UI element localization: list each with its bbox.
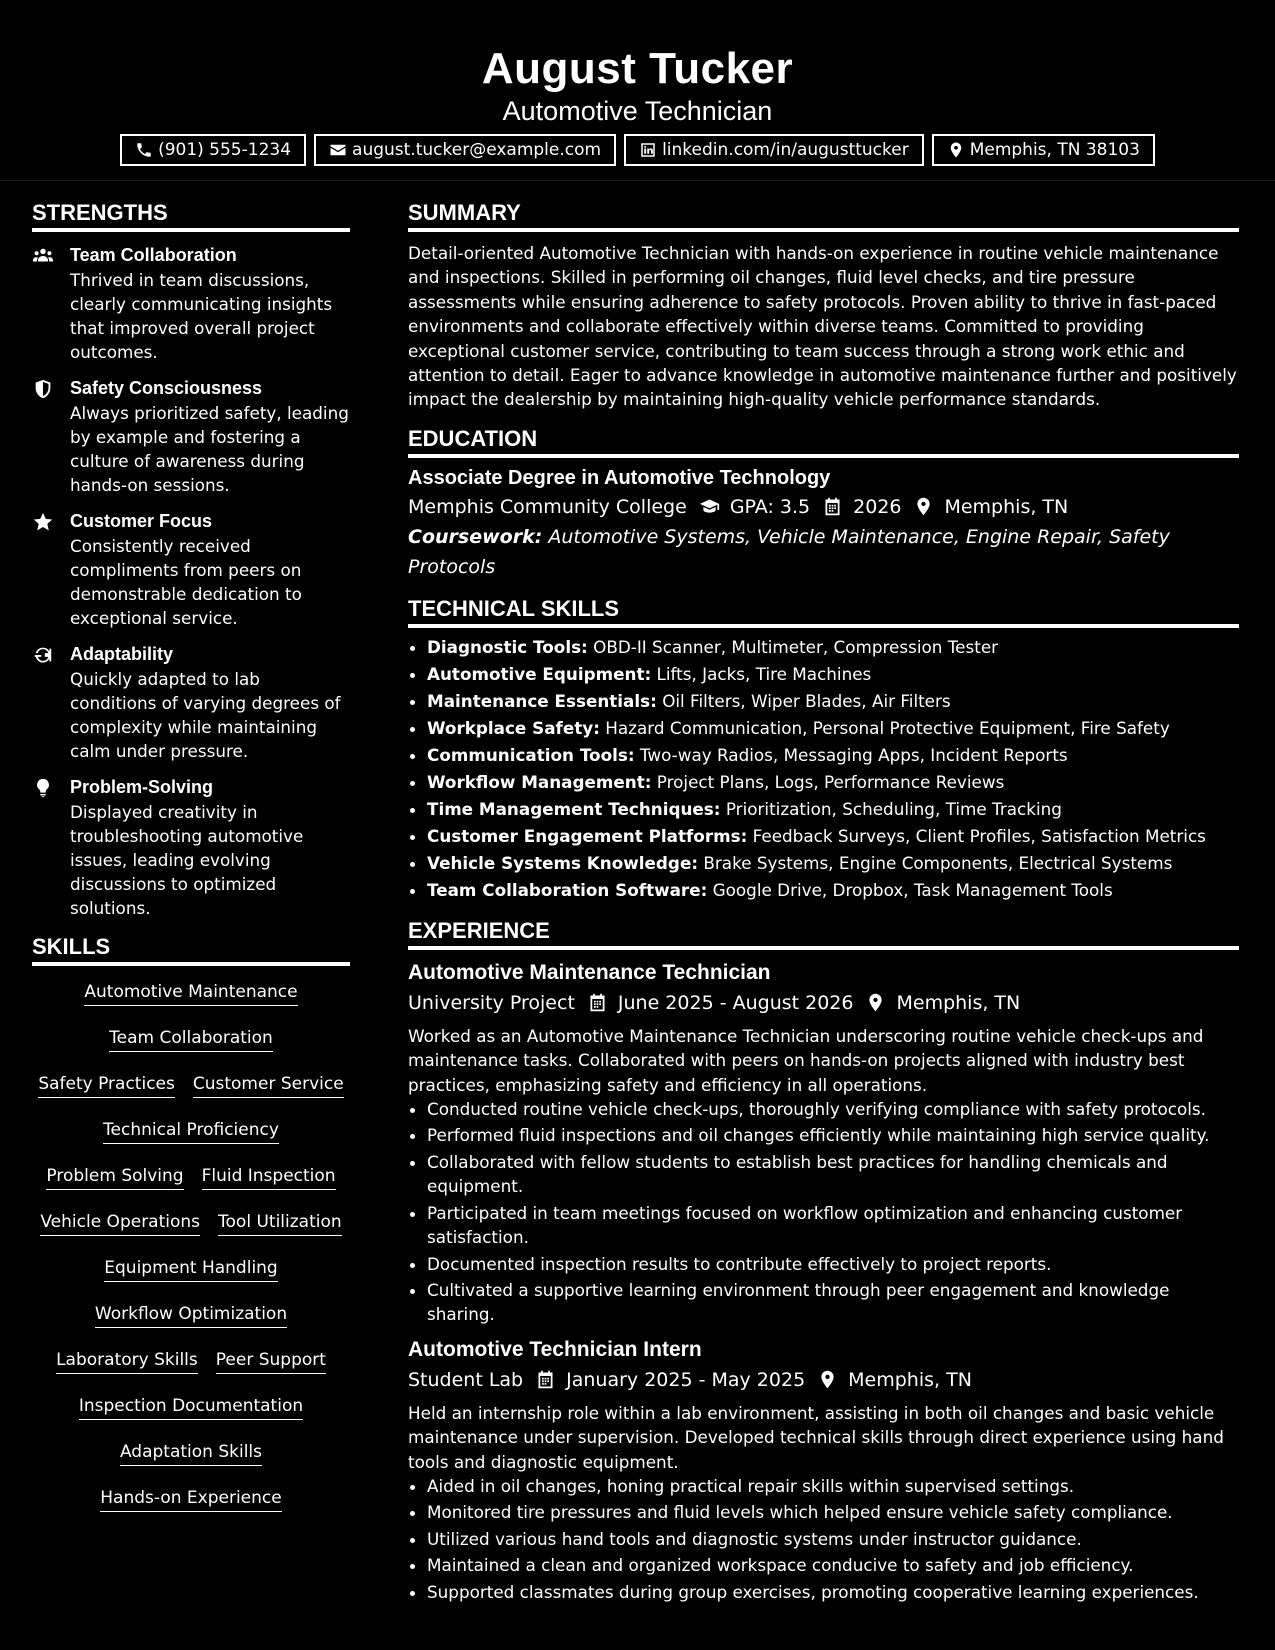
skill-tag: Laboratory Skills (56, 1342, 198, 1374)
experience-heading: EXPERIENCE (408, 916, 1239, 950)
envelope-icon (329, 141, 347, 159)
list-item (427, 688, 1239, 715)
list-item: • Conducted routine vehicle check-ups, thoroughly verifying compliance with safety protocols. (427, 1097, 1239, 1121)
contact-email[interactable] (314, 134, 616, 166)
strength-title: Team Collaboration (70, 245, 237, 265)
lightbulb-icon (32, 777, 54, 799)
skill-tag: Automotive Maintenance (84, 974, 297, 1006)
skill-tag: Tool Utilization (218, 1204, 342, 1236)
skills-list (32, 974, 350, 1526)
job-title: Automotive Maintenance Technician (408, 960, 771, 984)
job-location: Memphis, TN (896, 991, 1021, 1014)
list-item (427, 877, 1239, 904)
education-gpa: GPA: 3.5 (729, 495, 811, 518)
users-icon (32, 245, 54, 267)
contact-linkedin-text: linkedin.com/in/augusttucker (662, 140, 909, 160)
skills-heading: SKILLS (32, 932, 350, 966)
star-icon (32, 511, 54, 533)
strength-title: Adaptability (70, 644, 174, 664)
summary-heading: SUMMARY (408, 198, 1239, 232)
map-pin-icon (913, 496, 934, 517)
skill-tag: Problem Solving (46, 1158, 183, 1190)
skill-value: Lifts, Jacks, Tire Machines (656, 663, 872, 684)
job-title: Automotive Technician Intern (408, 1337, 702, 1361)
strength-item (32, 242, 350, 364)
skill-value: Project Plans, Logs, Performance Reviews (656, 771, 1005, 792)
list-item (427, 796, 1239, 823)
skill-tag: Equipment Handling (104, 1250, 277, 1282)
map-pin-icon (865, 992, 886, 1013)
contact-linkedin[interactable] (624, 134, 924, 166)
list-item (427, 769, 1239, 796)
skill-label: Workplace Safety: (427, 717, 600, 738)
coursework-label: Coursework: (408, 525, 543, 548)
list-item (427, 742, 1239, 769)
strength-item (32, 641, 350, 763)
skill-tag: Team Collaboration (109, 1020, 273, 1052)
calendar-icon (535, 1369, 556, 1390)
right-column (408, 198, 1239, 1606)
job-bullets (408, 1474, 1239, 1604)
candidate-name: August Tucker (481, 44, 794, 93)
job-dates: January 2025 - May 2025 (566, 1368, 806, 1391)
skill-label: Diagnostic Tools: (427, 636, 588, 657)
contact-phone-text: (901) 555-1234 (158, 140, 292, 160)
list-item: • Maintained a clean and organized workspace conducive to safety and job efficiency. (427, 1553, 1239, 1577)
skill-value: Brake Systems, Engine Components, Electrical Systems (703, 852, 1173, 873)
list-item: • Monitored tire pressures and fluid levels which helped ensure vehicle safety compliance. (427, 1500, 1239, 1524)
job-location: Memphis, TN (848, 1368, 972, 1391)
strength-title: Safety Consciousness (70, 378, 263, 398)
strength-desc: Displayed creativity in troubleshooting automotive issues, leading evolving discussions to optimized solutions. (70, 802, 304, 918)
list-item: • Utilized various hand tools and diagnostic systems under instructor guidance. (427, 1527, 1239, 1551)
skill-tag: Peer Support (216, 1342, 326, 1374)
education-heading: EDUCATION (408, 424, 1239, 458)
skill-label: Time Management Techniques: (427, 798, 721, 819)
left-column (32, 198, 350, 1526)
sync-icon (32, 644, 54, 666)
strength-desc: Always prioritized safety, leading by example and fostering a culture of awareness during hands-on sessions. (70, 403, 349, 495)
strength-item (32, 375, 350, 497)
education-location: Memphis, TN (944, 495, 1069, 518)
skill-value: Prioritization, Scheduling, Time Tracking (725, 798, 1062, 819)
skill-tag: Workflow Optimization (95, 1296, 287, 1328)
list-item (427, 850, 1239, 877)
job-dates: June 2025 - August 2026 (617, 991, 854, 1014)
list-item: • Participated in team meetings focused on workflow optimization and enhancing customer satisfaction. (427, 1201, 1239, 1250)
skill-tag: Inspection Documentation (79, 1388, 303, 1420)
coursework-list: Automotive Systems, Vehicle Maintenance, Engine Repair, Safety Protocols (408, 525, 1170, 578)
job-org: Student Lab (408, 1368, 524, 1391)
calendar-icon (587, 992, 608, 1013)
skill-value: Two-way Radios, Messaging Apps, Incident Reports (639, 744, 1068, 765)
skill-tag: Safety Practices (38, 1066, 175, 1098)
skill-label: Customer Engagement Platforms: (427, 825, 748, 846)
skill-label: Vehicle Systems Knowledge: (427, 852, 699, 873)
strength-title: Customer Focus (70, 511, 213, 531)
list-item (427, 661, 1239, 688)
job-entry (408, 1335, 1239, 1604)
skill-tag: Technical Proficiency (103, 1112, 279, 1144)
contact-location-text: Memphis, TN 38103 (969, 140, 1140, 160)
technical-skills-heading: TECHNICAL SKILLS (408, 594, 1239, 628)
list-item: • Cultivated a supportive learning environment through peer engagement and knowledge sharing. (427, 1278, 1239, 1327)
graduation-cap-icon (699, 496, 720, 517)
skill-tag: Hands-on Experience (100, 1480, 281, 1512)
candidate-title: Automotive Technician (502, 96, 773, 126)
list-item: • Performed fluid inspections and oil changes efficiently while maintaining high service quality. (427, 1123, 1239, 1147)
job-bullets (408, 1097, 1239, 1327)
contact-location[interactable] (932, 134, 1155, 166)
list-item: • Collaborated with fellow students to establish best practices for handling chemicals and equipment. (427, 1150, 1239, 1199)
skill-value: OBD-II Scanner, Multimeter, Compression Tester (593, 636, 999, 657)
strengths-list (32, 242, 350, 920)
resume-header (0, 0, 1275, 181)
education-degree: Associate Degree in Automotive Technology (408, 466, 831, 489)
list-item (427, 715, 1239, 742)
strength-item (32, 508, 350, 630)
job-description: Worked as an Automotive Maintenance Technician underscoring routine vehicle check-ups and maintenance tasks. Collaborated with peers on hands-on projects aligned with industry best practices, emphasizing safety and efficiency in all operations. (408, 1025, 1204, 1095)
skill-label: Communication Tools: (427, 744, 635, 765)
education-year: 2026 (853, 495, 902, 518)
job-entry (408, 958, 1239, 1327)
list-item: • Supported classmates during group exercises, promoting cooperative learning experiences. (427, 1580, 1239, 1604)
strength-desc: Consistently received compliments from peers on demonstrable dedication to exceptional service. (70, 536, 302, 628)
map-pin-icon (817, 1369, 838, 1390)
strength-item (32, 774, 350, 920)
shield-icon (32, 378, 54, 400)
education-meta (408, 492, 1239, 522)
list-item (427, 634, 1239, 661)
skill-value: Hazard Communication, Personal Protective Equipment, Fire Safety (605, 717, 1170, 738)
contact-email-text: august.tucker@example.com (352, 140, 602, 160)
skill-value: Google Drive, Dropbox, Task Management Tools (712, 879, 1113, 900)
list-item: • Aided in oil changes, honing practical repair skills within supervised settings. (427, 1474, 1239, 1498)
contact-phone[interactable] (120, 134, 306, 166)
skill-tag: Fluid Inspection (202, 1158, 336, 1190)
job-description: Held an internship role within a lab environment, assisting in both oil changes and basic vehicle maintenance under supervision. Developed technical skills through direct experience using hand tools and diagnostic equipment. (408, 1402, 1224, 1472)
map-pin-icon (947, 141, 965, 159)
technical-skills-list (408, 634, 1239, 904)
skill-tag: Vehicle Operations (40, 1204, 200, 1236)
education-school: Memphis Community College (408, 495, 687, 518)
skill-label: Team Collaboration Software: (427, 879, 708, 900)
summary-text: Detail-oriented Automotive Technician with hands-on experience in routine vehicle maintenance and inspections. Skilled in performing oil changes, fluid level checks, and tire pressure assessments while ensuring adherence to safety protocols. Proven ability to thrive in fast-paced environments and collaborate effectively within diverse teams. Committed to providing exceptional customer service, contributing to team success through a strong work ethic and attention to detail. Eager to advance knowledge in automotive maintenance further and positively impact the dealership by maintaining high-quality vehicle performance standards. (408, 243, 1237, 410)
skill-tag: Customer Service (193, 1066, 344, 1098)
skill-label: Maintenance Essentials: (427, 690, 657, 711)
job-meta (408, 988, 1239, 1018)
skill-tag: Adaptation Skills (120, 1434, 262, 1466)
education-coursework (408, 522, 1239, 582)
strength-title: Problem-Solving (70, 777, 214, 797)
skill-value: Oil Filters, Wiper Blades, Air Filters (662, 690, 951, 711)
phone-icon (135, 141, 153, 159)
skill-value: Feedback Surveys, Client Profiles, Satisfaction Metrics (752, 825, 1206, 846)
linkedin-icon (639, 141, 657, 159)
job-org: University Project (408, 991, 575, 1014)
skill-label: Workflow Management: (427, 771, 652, 792)
calendar-icon (822, 496, 843, 517)
strength-desc: Thrived in team discussions, clearly communicating insights that improved overall project outcomes. (70, 270, 333, 362)
list-item (427, 823, 1239, 850)
skill-label: Automotive Equipment: (427, 663, 652, 684)
list-item: • Documented inspection results to contribute effectively to project reports. (427, 1252, 1239, 1276)
strength-desc: Quickly adapted to lab conditions of varying degrees of complexity while maintaining calm under pressure. (70, 669, 341, 761)
job-meta (408, 1365, 1239, 1395)
contact-bar (0, 134, 1275, 166)
strengths-heading: STRENGTHS (32, 198, 350, 232)
